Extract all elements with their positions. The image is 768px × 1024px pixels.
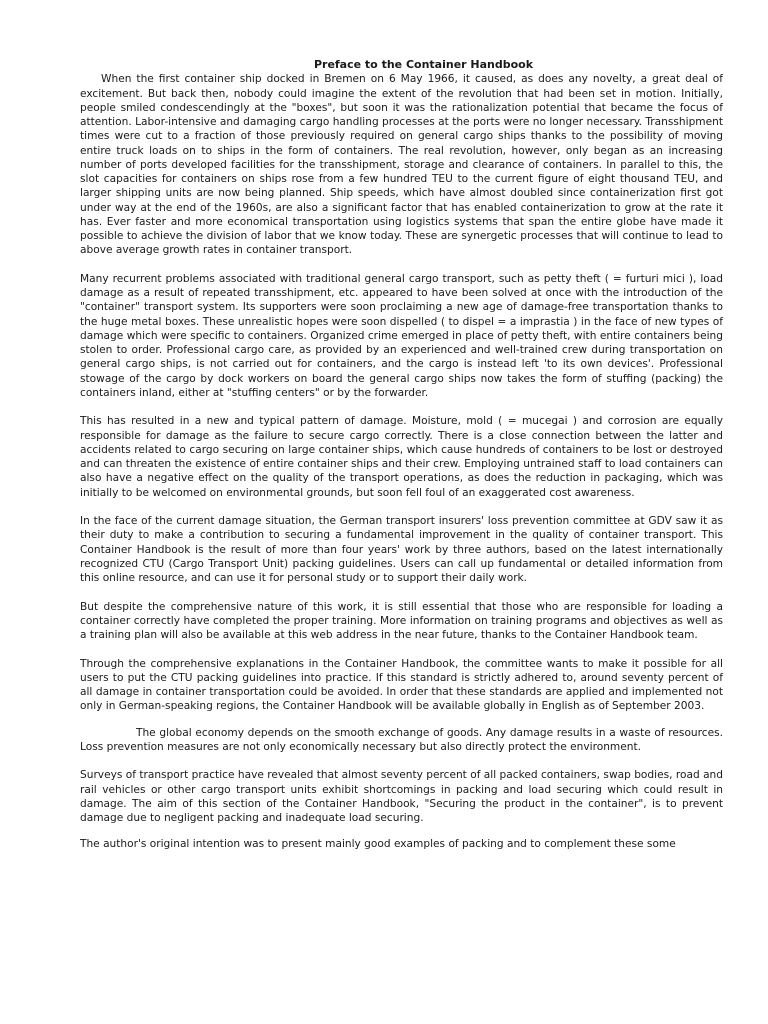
paragraph-7: The global economy depends on the smooth exchange of goods. Any damage results in a waste of resources. Loss prevention measures are not only economically necessary but also directly protect the environment. — [80, 726, 723, 753]
document-page — [80, 58, 723, 866]
page-title: Preface to the Container Handbook — [313, 58, 534, 71]
paragraph-1: When the first container ship docked in Bremen on 6 May 1966, it caused, as does any novelty, a great deal of excitement. But back then, nobody could imagine the extent of the revolution that had been set in motion. Initially, people smiled condescendingly at the "boxes", but soon it was the rationalization potential that became the focus of attention. Labor-intensive and damaging cargo handling processes at the ports were no longer necessary. Transshipment times were cut to a fraction of those previously required on general cargo ships thanks to the possibility of moving entire truck loads on to ships in the form of containers. The real revolution, however, only began as an increasing number of ports developed facilities for the transshipment, storage and clearance of containers. In parallel to this, the slot capacities for containers on ships rose from a few hundred TEU to the current figure of eight thousand TEU, and larger shipping units are now being planned. Ship speeds, which have almost doubled since containerization first got under way at the end of the 1960s, are also a significant factor that has enabled containerization to grow at the rate it has. Ever faster and more economical transportation using logistics systems that span the entire globe have made it possible to achieve the division of labor that we know today. These are synergetic processes that will continue to lead to above average growth rates in container transport. — [80, 73, 723, 257]
paragraph-5: But despite the comprehensive nature of this work, it is still essential that those who are responsible for loading a container correctly have completed the proper training. More information on training programs and objectives as well as a training plan will also be available at this web address in the near future, thanks to the Container Handbook team. — [80, 600, 723, 641]
paragraph-9: The author's original intention was to present mainly good examples of packing and to complement these some — [80, 838, 676, 851]
paragraph-6: Through the comprehensive explanations in the Container Handbook, the committee wants to make it possible for all users to put the CTU packing guidelines into practice. If this standard is strictly adhered to, around seventy percent of all damage in container transportation could be avoided. In order that these standards are applied and implemented not only in German-speaking regions, the Container Handbook will be available globally in English as of September 2003. — [80, 657, 723, 713]
paragraph-3: This has resulted in a new and typical pattern of damage. Moisture, mold ( = mucegai ) and corrosion are equally responsible for damage as the failure to secure cargo correctly. There is a close connection between the latter and accidents related to cargo securing on large container ships, which cause hundreds of containers to be lost or destroyed and can threaten the existence of entire container ships and their crew. Employing untrained staff to load containers can also have a negative effect on the quality of the transport operations, as does the reduction in packaging, which was initially to be welcomed on environmental grounds, but soon fell foul of an exaggerated cost awareness. — [80, 415, 723, 499]
paragraph-8: Surveys of transport practice have revealed that almost seventy percent of all packed containers, swap bodies, road and rail vehicles or other cargo transport units exhibit shortcomings in packing and load securing which could result in damage. The aim of this section of the Container Handbook, "Securing the product in the container", is to prevent damage due to negligent packing and inadequate load securing. — [80, 769, 723, 824]
paragraph-2: Many recurrent problems associated with traditional general cargo transport, such as petty theft ( = furturi mici ), load damage as a result of repeated transshipment, etc. appeared to have been solved at once with the introduction of the "container" transport system. Its supporters were soon proclaiming a new age of damage-free transportation thanks to the huge metal boxes. These unrealistic hopes were soon dispelled ( to dispel = a imprastia ) in the face of new types of damage which were specific to containers. Organized crime emerged in place of petty theft, with entire containers being stolen to order. Professional cargo care, as provided by an experienced and well-trained crew during transportation on general cargo ships, is not carried out for containers, and the cargo is instead left 'to its own devices'. Professional stowage of the cargo by dock workers on board the general cargo ships now takes the form of stuffing (packing) the containers inland, either at "stuffing centers" or by the forwarder. — [80, 272, 723, 399]
paragraph-4: In the face of the current damage situation, the German transport insurers' loss prevention committee at GDV saw it as their duty to make a contribution to securing a fundamental improvement in the quality of container transport. This Container Handbook is the result of more than four years' work by three authors, based on the latest internationally recognized CTU (Cargo Transport Unit) packing guidelines. Users can call up fundamental or detailed information from this online resource, and can use it for personal study or to support their daily work. — [80, 515, 723, 584]
